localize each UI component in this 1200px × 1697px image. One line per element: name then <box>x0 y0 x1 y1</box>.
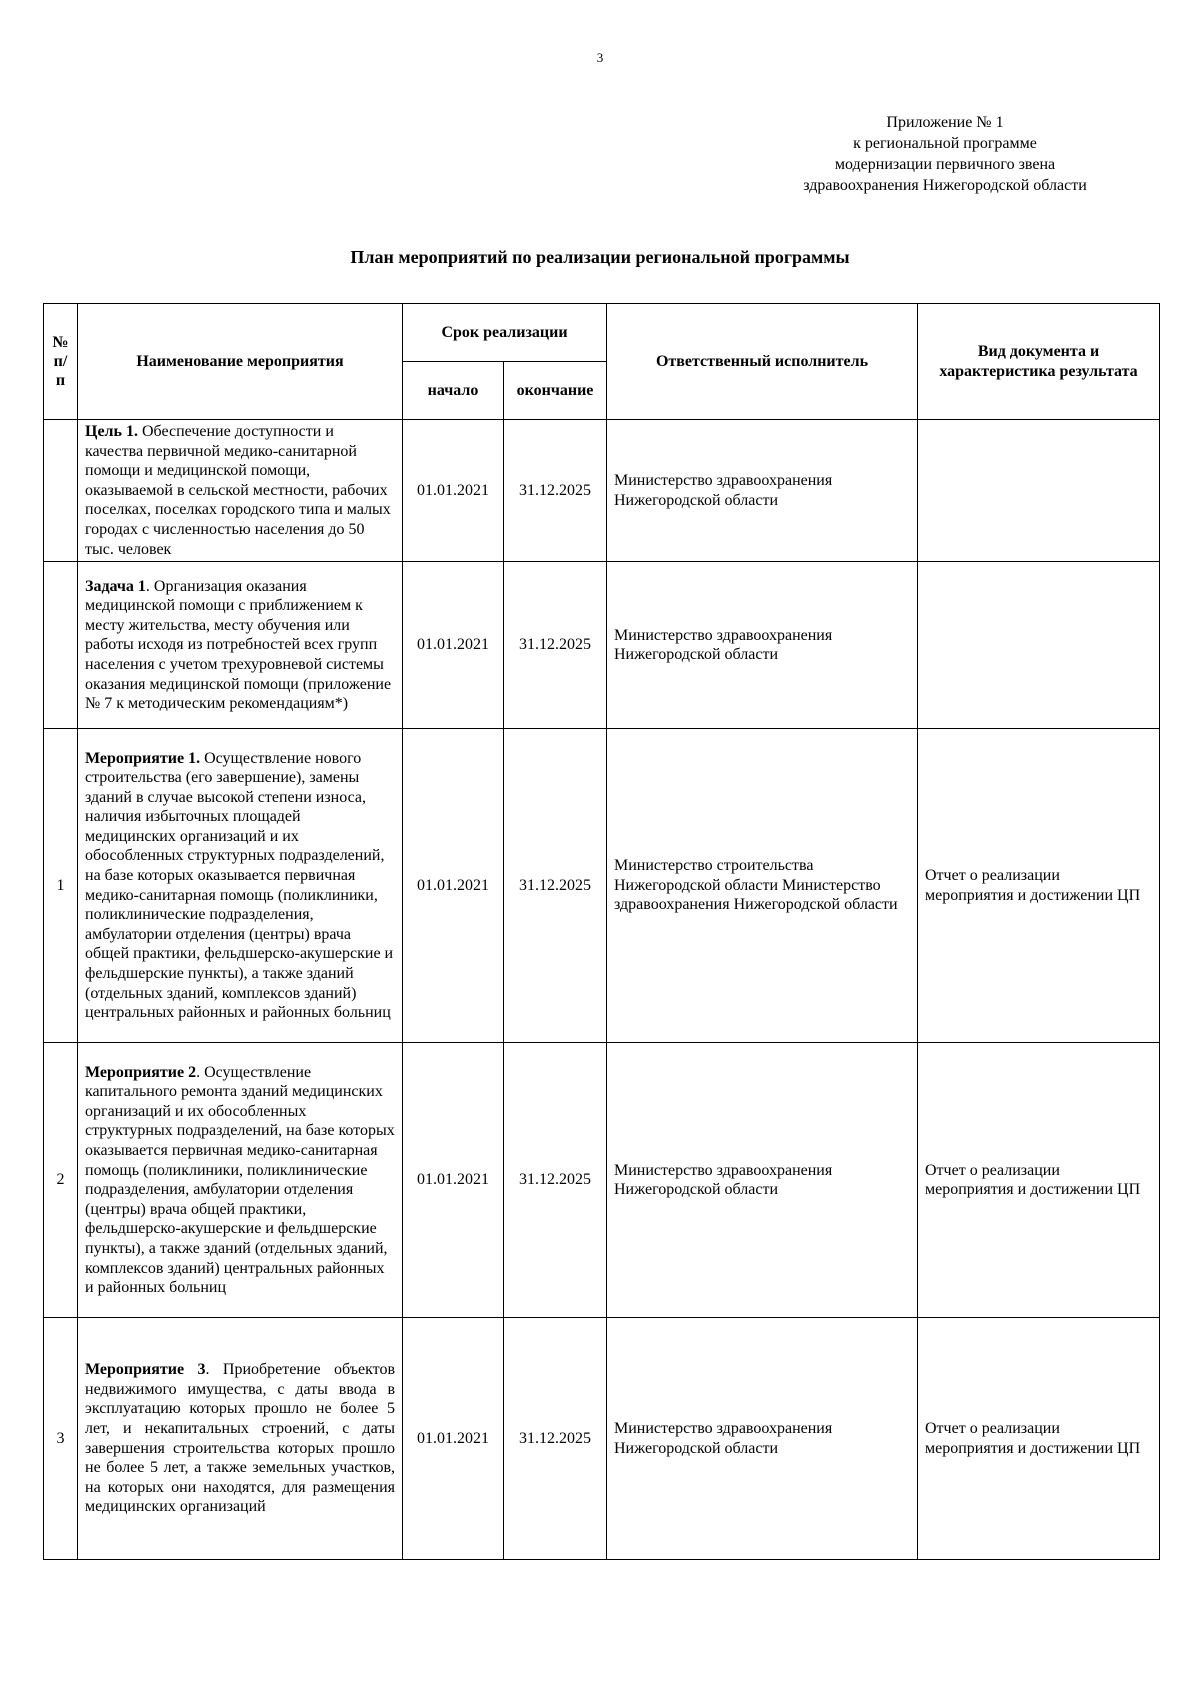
header-result-label: Вид документа и характеристика результата <box>939 342 1138 380</box>
row-start-date: 01.01.2021 <box>403 1043 504 1318</box>
document-title: План мероприятий по реализации региональной программы <box>350 247 850 267</box>
header-end-label: окончание <box>516 381 594 399</box>
header-period-label: Срок реализации <box>441 323 568 341</box>
row-number: 1 <box>44 729 78 1043</box>
table-row <box>44 420 1160 562</box>
row-name-label: Цель 1. <box>85 423 138 440</box>
appendix-line: к региональной программе <box>853 135 1037 152</box>
row-name-text: . Организация оказания медицинской помощи с приближением к месту жительства, месту обучения или работы исходя из потребностей всех групп населения с учетом трехуровневой системы оказания медицинской помощи (приложение № 7 к методическим рекомендациям*) <box>85 577 392 713</box>
row-result: Отчет о реализации мероприятия и достижении ЦП <box>918 1318 1160 1560</box>
row-name-text: Осуществление нового строительства (его завершение), замены зданий в случае высокой степени износа, наличия избыточных площадей медицинских организаций и их обособленных структурных подразделений, на базе которых оказывается первичная медико-санитарная помощь (поликлиники, поликлинические подразделения, амбулатории отделения (центры) врача общей практики, фельдшерско-акушерские и фельдшерские пункты), а также зданий (отдельных зданий, комплексов зданий) центральных районных и районных больниц <box>85 749 394 1022</box>
header-responsible-label: Ответственный исполнитель <box>655 352 869 370</box>
row-name-text: . Приобретение объектов недвижимого имущества, с даты ввода в эксплуатацию которых прошло не более 5 лет, и некапитальных строений, с даты завершения строительства которых прошло не более 5 лет, а также земельных участков, на которых они находятся, для размещения медицинских организаций <box>85 1361 396 1516</box>
row-responsible: Министерство здравоохранения Нижегородской области <box>607 1318 918 1560</box>
row-name <box>78 562 403 729</box>
header-name <box>78 304 403 420</box>
page-number: 3 <box>596 50 604 65</box>
row-name-label: Задача 1 <box>85 577 146 595</box>
header-number <box>44 304 78 420</box>
header-name-label: Наименование мероприятия <box>136 352 344 370</box>
row-responsible: Министерство строительства Нижегородской области Министерство здравоохранения Нижегородской области <box>607 729 918 1043</box>
appendix-note <box>780 112 1110 196</box>
header-period <box>403 304 607 362</box>
table-row <box>44 1318 1160 1560</box>
row-end-date: 31.12.2025 <box>504 1043 607 1318</box>
row-number <box>44 562 78 729</box>
table-row <box>44 1043 1160 1318</box>
row-name-label: Мероприятие 3 <box>85 1361 206 1379</box>
row-start-date: 01.01.2021 <box>403 1318 504 1560</box>
row-start-date: 01.01.2021 <box>403 420 504 562</box>
appendix-line: модернизации первичного звена <box>834 156 1056 173</box>
row-name-text: . Осуществление капитального ремонта зданий медицинских организаций и их обособленных структурных подразделений, на базе которых оказывается первичная медико-санитарная помощь (поликлиники, поликлинические подразделения, амбулатории отделения (центры) врача общей практики, фельдшерско-акушерские и фельдшерские пункты), а также зданий (отдельных зданий, комплексов зданий) центральных районных и районных больниц <box>85 1063 395 1297</box>
row-end-date: 31.12.2025 <box>504 420 607 562</box>
row-result: Отчет о реализации мероприятия и достижении ЦП <box>918 729 1160 1043</box>
row-number: 3 <box>44 1318 78 1560</box>
row-name-text: Обеспечение доступности и качества первичной медико-санитарной помощи и медицинской помощи, оказываемой в сельской местности, рабочих поселках, поселках городского типа и малых городах с численностью населения до 50 тыс. человек <box>85 423 391 558</box>
header-result <box>918 304 1160 420</box>
row-name <box>78 1043 403 1318</box>
row-end-date: 31.12.2025 <box>504 562 607 729</box>
row-name-label: Мероприятие 2 <box>85 1063 197 1081</box>
table-row <box>44 729 1160 1043</box>
row-responsible: Министерство здравоохранения Нижегородской области <box>607 1043 918 1318</box>
row-start-date: 01.01.2021 <box>403 562 504 729</box>
plan-table <box>43 303 1160 1560</box>
header-responsible <box>607 304 918 420</box>
row-start-date: 01.01.2021 <box>403 729 504 1043</box>
table-row <box>44 562 1160 729</box>
row-name-label: Мероприятие 1. <box>85 749 201 767</box>
row-name <box>78 420 403 562</box>
row-end-date: 31.12.2025 <box>504 1318 607 1560</box>
appendix-line: Приложение № 1 <box>886 114 1004 131</box>
header-start <box>403 362 504 420</box>
row-number: 2 <box>44 1043 78 1318</box>
row-responsible: Министерство здравоохранения Нижегородской области <box>607 420 918 562</box>
row-name <box>78 1318 403 1560</box>
row-end-date: 31.12.2025 <box>504 729 607 1043</box>
appendix-line: здравоохранения Нижегородской области <box>803 177 1087 194</box>
row-responsible: Министерство здравоохранения Нижегородской области <box>607 562 918 729</box>
header-end <box>504 362 607 420</box>
row-number <box>44 420 78 562</box>
row-result <box>918 562 1160 729</box>
row-result <box>918 420 1160 562</box>
row-result: Отчет о реализации мероприятия и достижении ЦП <box>918 1043 1160 1318</box>
row-name <box>78 729 403 1043</box>
header-number-label: № п/ п <box>52 334 69 389</box>
header-start-label: начало <box>427 381 479 399</box>
